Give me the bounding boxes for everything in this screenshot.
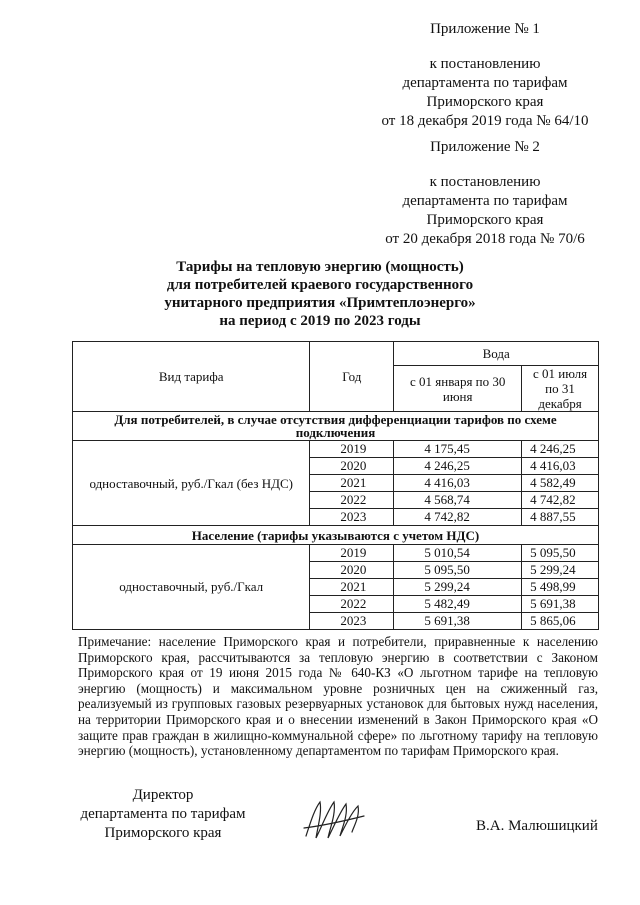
value-cell: 4 416,03 (522, 458, 599, 475)
year-cell: 2023 (310, 613, 394, 630)
year-cell: 2021 (310, 579, 394, 596)
value-cell: 5 095,50 (522, 545, 599, 562)
section-heading-1: Для потребителей, в случае отсутствия дифференциации тарифов по схеме подключения (73, 412, 599, 441)
value-cell: 5 482,49 (394, 596, 522, 613)
value-cell: 5 299,24 (522, 562, 599, 579)
annex-2-header (370, 138, 600, 249)
year-cell: 2022 (310, 596, 394, 613)
header-period-1: с 01 января по 30 июня (394, 366, 522, 412)
value-cell: 5 691,38 (522, 596, 599, 613)
signatory-line: департамента по тарифам (80, 806, 246, 822)
annex-2-title: Приложение № 2 (430, 139, 540, 155)
annex-1-header (370, 20, 600, 131)
header-tariff-type: Вид тарифа (73, 342, 310, 412)
year-cell: 2020 (310, 458, 394, 475)
year-cell: 2023 (310, 509, 394, 526)
title-line: для потребителей краевого государственного (166, 277, 474, 293)
value-cell: 5 095,50 (394, 562, 522, 579)
annex-1-line: Приморского края (426, 94, 544, 110)
year-cell: 2020 (310, 562, 394, 579)
annex-1-line: департамента по тарифам (402, 75, 568, 91)
header-year: Год (310, 342, 394, 412)
group-1-label: одноставочный, руб./Гкал (без НДС) (73, 441, 310, 526)
tariff-table (72, 341, 599, 630)
annex-2-line: Приморского края (426, 212, 544, 228)
value-cell: 5 865,06 (522, 613, 599, 630)
title-line: Тарифы на тепловую энергию (мощность) (176, 259, 464, 275)
annex-2-line: от 20 декабря 2018 года № 70/6 (385, 231, 585, 247)
value-cell: 4 742,82 (394, 509, 522, 526)
title-line: унитарного предприятия «Примтеплоэнерго» (164, 295, 476, 311)
value-cell: 4 887,55 (522, 509, 599, 526)
year-cell: 2022 (310, 492, 394, 509)
note-paragraph: Примечание: население Приморского края и потребители, приравненные к населению Приморского края, рассчитываются за тепловую энергию в соответствии с Законом Приморского края от 19 июня 2015 года № 640-КЗ «О льготном тарифе на тепловую энергию (мощность) и максимальном уровне розничных цен на сжиженный газ, реализуемый из групповых газовых резервуарных установок для бытовых нужд населения, на территории Приморского края и о внесении изменений в Закон Приморского края «О защите прав граждан в жилищно-коммунальной сфере» по льготному тарифу на тепловую энергию (мощность), установленному департаментом по тарифам Приморского края. (78, 634, 598, 759)
year-cell: 2019 (310, 441, 394, 458)
value-cell: 4 246,25 (522, 441, 599, 458)
value-cell: 4 742,82 (522, 492, 599, 509)
value-cell: 4 416,03 (394, 475, 522, 492)
document-title (70, 258, 570, 330)
annex-1-line: к постановлению (429, 56, 541, 72)
value-cell: 4 246,25 (394, 458, 522, 475)
value-cell: 4 175,45 (394, 441, 522, 458)
value-cell: 5 691,38 (394, 613, 522, 630)
header-water: Вода (394, 342, 599, 366)
header-period-2: с 01 июля по 31 декабря (522, 366, 599, 412)
annex-2-line: департамента по тарифам (402, 193, 568, 209)
value-cell: 4 582,49 (522, 475, 599, 492)
year-cell: 2021 (310, 475, 394, 492)
signatory-title (78, 786, 248, 843)
year-cell: 2019 (310, 545, 394, 562)
annex-2-line: к постановлению (429, 174, 541, 190)
handwritten-signature (300, 796, 370, 844)
signatory-line: Приморского края (104, 825, 222, 841)
signatory-line: Директор (132, 787, 194, 803)
signatory-name: В.А. Малюшицкий (476, 818, 598, 834)
section-heading-2: Население (тарифы указываются с учетом НДС) (73, 526, 599, 545)
annex-1-title: Приложение № 1 (430, 21, 540, 37)
value-cell: 5 010,54 (394, 545, 522, 562)
value-cell: 4 568,74 (394, 492, 522, 509)
value-cell: 5 299,24 (394, 579, 522, 596)
annex-1-line: от 18 декабря 2019 года № 64/10 (381, 113, 589, 129)
value-cell: 5 498,99 (522, 579, 599, 596)
group-2-label: одноставочный, руб./Гкал (73, 545, 310, 630)
title-line: на период с 2019 по 2023 годы (219, 313, 421, 329)
